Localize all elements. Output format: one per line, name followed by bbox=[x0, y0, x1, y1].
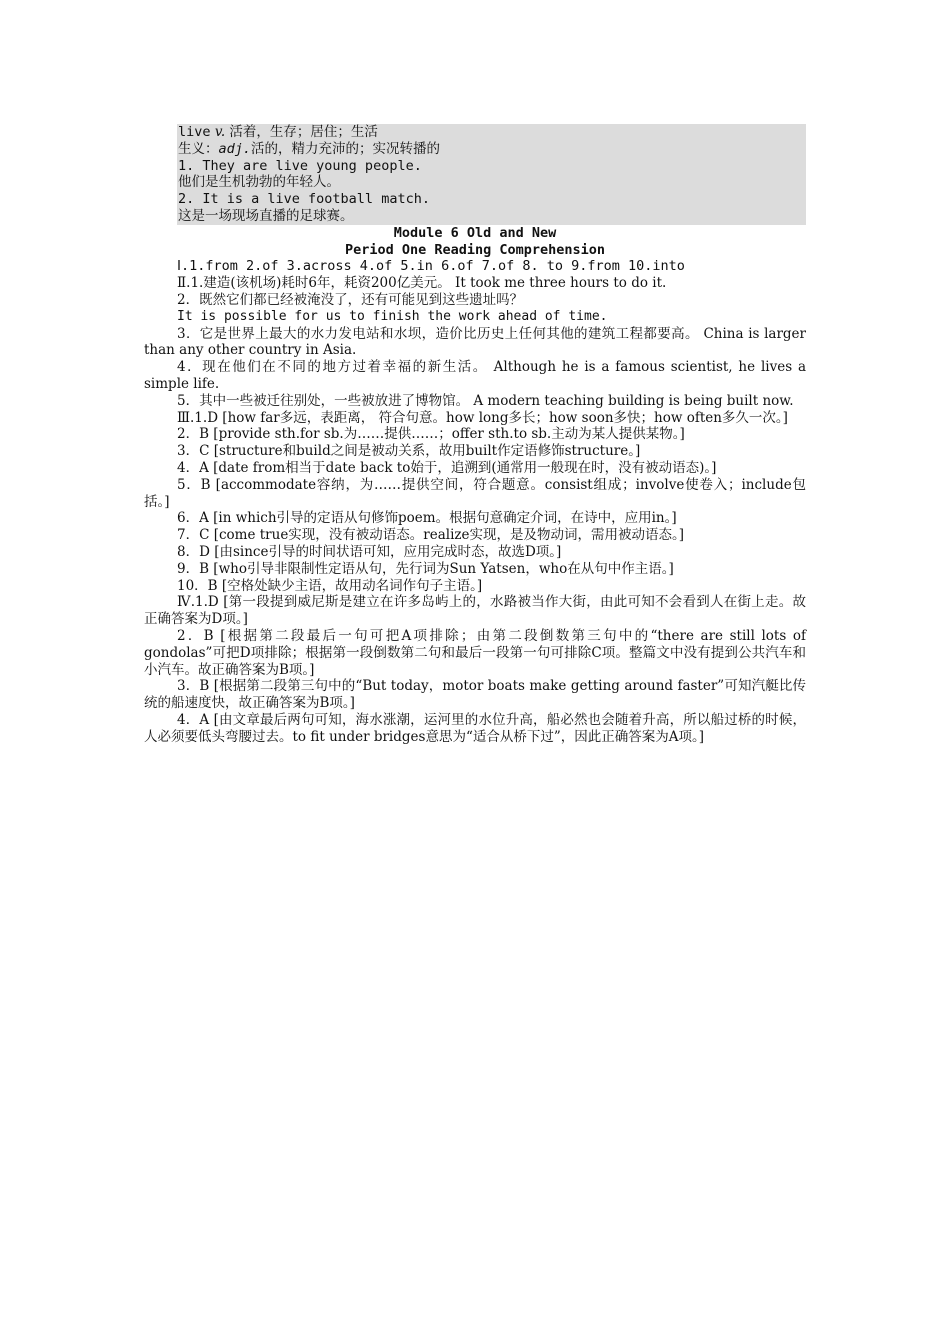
section-3-item-10: 10．B [空格处缺少主语，故用动名词作句子主语。] bbox=[177, 577, 483, 594]
note-line-1 bbox=[178, 124, 806, 141]
section-2-q3: 3．它是世界上最大的水力发电站和水坝，造价比历史上任何其他的建筑工程都要高。 China is larger than any other country in Asia. bbox=[144, 325, 806, 359]
section-3-item-8: 8．D [由since引导的时间状语可知，应用完成时态，故选D项。] bbox=[177, 543, 562, 560]
section-2-q5: 5．其中一些被迁往别处，一些被放进了博物馆。 A modern teaching building is being built now. bbox=[177, 392, 794, 409]
section-2-q4: 4．现在他们在不同的地方过着幸福的新生活。 Although he is a famous scientist, he lives a simple life. bbox=[144, 359, 806, 392]
note-verb-meaning: 活着，生存；居住；生活 bbox=[225, 124, 378, 140]
section-3-item-5: 5．B [accommodate容纳，为……提供空间，符合题意。consist组成；involve使卷入；include包括。] bbox=[144, 476, 806, 510]
section-4-item-3: 3．B [根据第二段第三句中的“But today，motor boats make getting around faster”可知汽艇比传统的船速度快，故正确答案为B项。] bbox=[144, 678, 806, 712]
note-line-2 bbox=[178, 141, 806, 158]
vocabulary-note-box bbox=[177, 124, 806, 225]
note-pos-verb: v. bbox=[214, 124, 226, 140]
section-4-item-2: 2．B [根据第二段最后一句可把A项排除；由第二段倒数第三句中的“there are still lots of gondolas”可把D项排除；根据第一段倒数第二句和最后一段第一句可排除C项。整篇文中没有提到公共汽车和小汽车。故正确答案为B项。] bbox=[144, 627, 806, 678]
section-4-item-4: 4．A [由文章最后两句可知，海水涨潮，运河里的水位升高，船必然也会随着升高，所以船过桥的时候，人必须要低头弯腰过去。to fit under bridges意思为“适合从桥下过”，因此正确答案为A项。] bbox=[144, 711, 806, 745]
section-3-item-9: 9．B [who引导非限制性定语从句，先行词为Sun Yatsen，who在从句中作主语。] bbox=[177, 560, 674, 577]
section-3-item-6: 6．A [in which引导的定语从句修饰poem。根据句意确定介词，在诗中，应用in。] bbox=[177, 510, 677, 527]
note-example-2-zh: 这是一场现场直播的足球赛。 bbox=[178, 207, 354, 224]
note-word: live bbox=[178, 124, 211, 140]
section-3-item-4: 4．A [date from相当于date back to始于，追溯到(通常用一般现在时，没有被动语态)。] bbox=[177, 459, 717, 476]
document-page bbox=[144, 124, 806, 745]
section-2-q2-en: It is possible for us to finish the work ahead of time. bbox=[177, 308, 608, 324]
period-title: Period One Reading Comprehension bbox=[344, 241, 606, 258]
section-3-item-7: 7．C [come true实现，没有被动语态。realize实现，是及物动词，需用被动语态。] bbox=[177, 527, 685, 544]
section-1-answers: Ⅰ.1.from 2.of 3.across 4.of 5.in 6.of 7.of 8. to 9.from 10.into bbox=[177, 258, 685, 275]
note-pos-adj: adj. bbox=[218, 140, 252, 157]
section-2-q1: Ⅱ.1.建造(该机场)耗时6年，耗资200亿美元。 It took me three hours to do it. bbox=[177, 275, 667, 292]
note-example-1-zh: 他们是生机勃勃的年轻人。 bbox=[178, 174, 340, 191]
note-adj-meaning: 活的，精力充沛的；实况转播的 bbox=[251, 140, 441, 157]
section-4-item-1: Ⅳ.1.D [第一段提到威尼斯是建立在许多岛屿上的，水路被当作大街，由此可知不会看到人在街上走。故正确答案为D项。] bbox=[144, 594, 806, 628]
section-2-q2-zh: 2．既然它们都已经被淹没了，还有可能见到这些遗址吗？ bbox=[177, 291, 524, 308]
section-3-item-3: 3．C [structure和build之间是被动关系，故用built作定语修饰structure。] bbox=[177, 443, 641, 460]
note-example-2-en: 2. It is a live football match. bbox=[178, 191, 430, 208]
note-example-1-en: 1. They are live young people. bbox=[178, 157, 422, 174]
section-3-item-1: Ⅲ.1.D [how far多远，表距离， 符合句意。how long多长；how soon多快；how often多久一次。] bbox=[177, 409, 788, 426]
module-title: Module 6 Old and New bbox=[393, 224, 557, 241]
note-derived-prefix: 生义： bbox=[178, 140, 219, 157]
section-3-item-2: 2．B [provide sth.for sb.为……提供……；offer sth.to sb.主动为某人提供某物。] bbox=[177, 426, 685, 443]
